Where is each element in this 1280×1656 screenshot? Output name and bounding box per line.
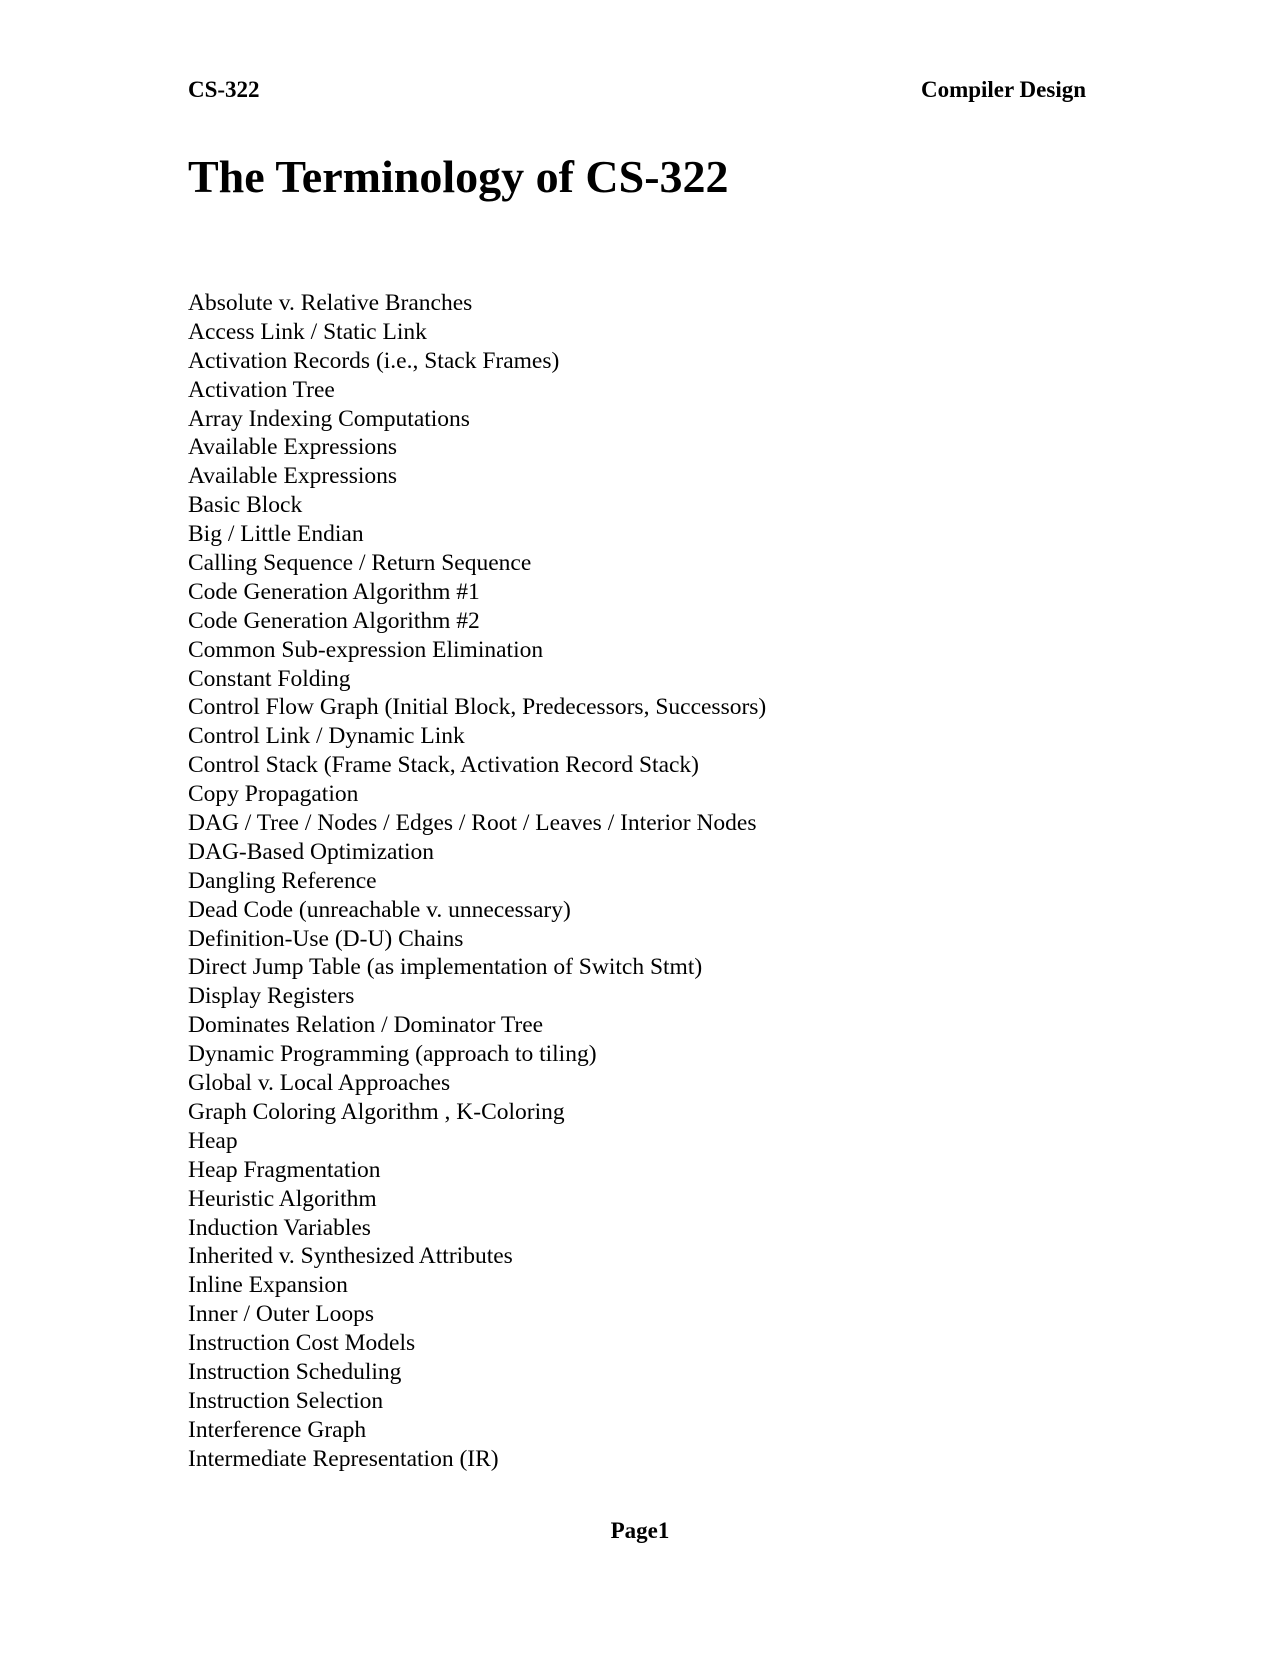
term-item: Access Link / Static Link [188,318,427,345]
term-item: Dead Code (unreachable v. unnecessary) [188,896,571,923]
term-item: DAG-Based Optimization [188,838,435,865]
term-item: Basic Block [188,492,303,519]
term-item: Instruction Cost Models [188,1330,416,1357]
course-name: Compiler Design [920,77,1086,102]
term-item: Control Flow Graph (Initial Block, Predecessors, Successors) [188,694,767,721]
term-item: Control Link / Dynamic Link [188,723,465,750]
term-item: Common Sub-expression Elimination [188,636,544,663]
term-item: Instruction Scheduling [188,1358,402,1385]
term-item: Dominates Relation / Dominator Tree [188,1012,544,1039]
term-item: Instruction Selection [188,1387,384,1414]
page-number: Page1 [610,1518,670,1543]
term-item: Inline Expansion [188,1272,348,1299]
term-item: DAG / Tree / Nodes / Edges / Root / Leaves / Interior Nodes [188,810,757,837]
term-item: Interference Graph [188,1416,367,1443]
term-item: Code Generation Algorithm #1 [188,578,480,605]
term-item: Control Stack (Frame Stack, Activation Record Stack) [188,752,700,779]
term-list [188,289,766,1474]
term-item: Activation Tree [188,376,335,403]
term-item: Heuristic Algorithm [188,1185,377,1212]
term-item: Dynamic Programming (approach to tiling) [188,1041,597,1068]
term-item: Intermediate Representation (IR) [188,1445,499,1472]
term-item: Array Indexing Computations [188,405,470,432]
term-item: Copy Propagation [188,781,359,808]
page-title: The Terminology of CS-322 [188,151,729,202]
term-item: Definition-Use (D-U) Chains [188,925,464,952]
term-item: Activation Records (i.e., Stack Frames) [188,347,560,374]
term-item: Heap Fragmentation [188,1156,381,1183]
term-item: Big / Little Endian [188,521,364,548]
term-item: Heap [188,1127,238,1154]
term-item: Inherited v. Synthesized Attributes [188,1243,513,1270]
term-item: Available Expressions [188,434,398,461]
term-item: Global v. Local Approaches [188,1070,451,1097]
term-item: Inner / Outer Loops [188,1301,374,1328]
term-item: Available Expressions [188,463,398,490]
term-item: Graph Coloring Algorithm , K-Coloring [188,1098,565,1125]
term-item: Display Registers [188,983,355,1010]
page-footer [0,1517,1280,1545]
course-code: CS-322 [188,77,260,102]
term-item: Induction Variables [188,1214,371,1241]
term-item: Direct Jump Table (as implementation of Switch Stmt) [188,954,703,981]
term-item: Code Generation Algorithm #2 [188,607,480,634]
term-item: Constant Folding [188,665,351,692]
term-item: Calling Sequence / Return Sequence [188,550,532,577]
term-item: Dangling Reference [188,867,377,894]
term-item: Absolute v. Relative Branches [188,290,473,316]
